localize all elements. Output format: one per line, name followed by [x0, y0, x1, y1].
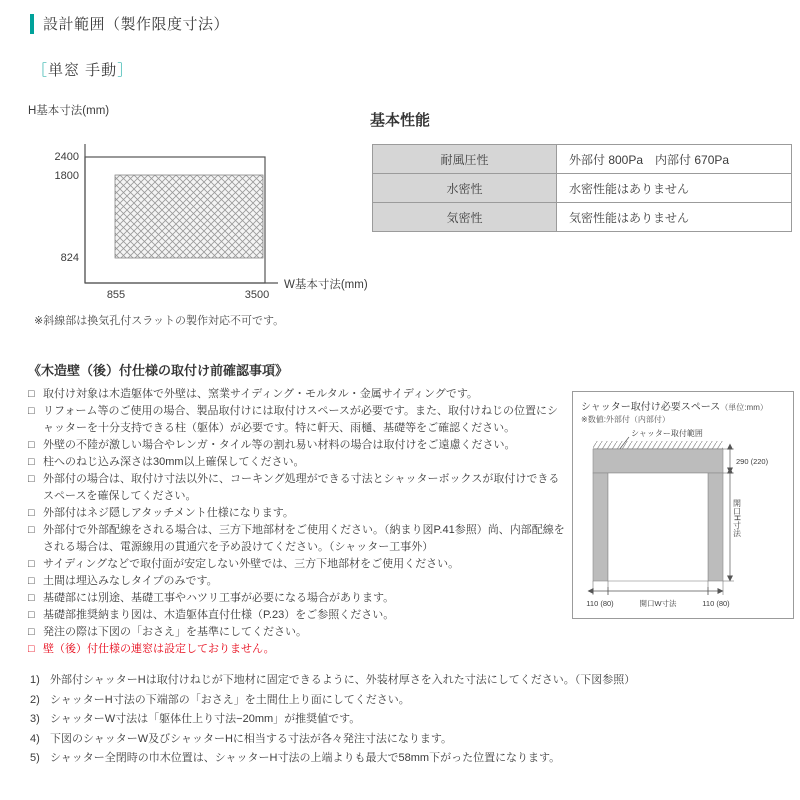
- checklist-item-text: 外部付はネジ隠しアタッチメント仕様になります。: [43, 507, 294, 519]
- subtitle-open-bracket: ［: [32, 62, 49, 79]
- space-diagram-note: ※数値:外部付（内部付）: [581, 415, 670, 424]
- list-item: [30, 691, 775, 711]
- list-item: [28, 437, 568, 454]
- footnote-number: 4): [30, 732, 40, 745]
- footnote-text: シャッターW寸法は「躯体仕上り寸法−20mm」が推奨値です。: [50, 713, 361, 725]
- footnote-text: シャッターH寸法の下端部の「おさえ」を土間仕上り面にしてください。: [50, 693, 410, 706]
- checkbox-glyph: □: [28, 507, 35, 519]
- list-item: [28, 607, 568, 624]
- footnote-number: 3): [30, 713, 40, 725]
- pre-install-checklist: [28, 360, 568, 658]
- checklist-item-text: サイディングなどで取付面が安定しない外壁では、三方下地部材をご使用ください。: [43, 558, 460, 570]
- list-item: [28, 471, 568, 505]
- chart-ytick-2400: 2400: [54, 151, 79, 163]
- footnote-text: シャッター全閉時の巾木位置は、シャッターH寸法の上端よりも最大で58mm下がった位置になります。: [50, 752, 561, 764]
- list-item: [28, 573, 568, 590]
- list-item: [28, 454, 568, 471]
- list-item: [28, 522, 568, 556]
- footnote-text: 外部付シャッターHは取付けねじが下地材に固定できるように、外装材厚さを入れた寸法にしてください。（下図参照）: [50, 674, 636, 686]
- chart-ytick-1800: 1800: [54, 170, 79, 182]
- opening-h-label: 開口H寸法: [732, 499, 742, 537]
- list-item: [30, 710, 775, 730]
- table-row: [373, 174, 792, 203]
- footnote-text: 下図のシャッターW及びシャッターHに相当する寸法が各々発注寸法になります。: [50, 732, 453, 745]
- mounting-space-diagram-box: [572, 391, 794, 619]
- checklist-item-text: 柱へのねじ込み深さは30mm以上確保してください。: [43, 456, 305, 468]
- list-item: [28, 624, 568, 641]
- mounting-leg-left: [593, 473, 608, 581]
- wall-opening: [608, 473, 708, 581]
- dim-text-110-right: 110 (80): [702, 599, 730, 608]
- performance-heading: 基本性能: [370, 112, 431, 129]
- opening-w-label: 開口W寸法: [639, 599, 677, 608]
- chart-hatch-note: ※斜線部は換気孔付スラットの製作対応不可です。: [34, 315, 285, 327]
- chart-xtick-855: 855: [106, 289, 126, 301]
- shutter-range-label: シャッター取付範囲: [631, 429, 703, 438]
- list-item: [28, 556, 568, 573]
- subtitle-text: 単窓 手動: [48, 62, 118, 79]
- space-diagram-title: シャッター取付け必要スペース: [581, 402, 721, 413]
- checkbox-glyph: □: [28, 592, 35, 604]
- list-item: [30, 671, 775, 691]
- chart-xtick-3500: 3500: [244, 289, 270, 301]
- footnote-number: 1): [30, 674, 40, 686]
- mounting-space-diagram: [581, 427, 787, 615]
- list-item: [28, 386, 568, 403]
- checklist-item-text: 基礎部には別途、基礎工事やハツリ工事が必要になる場合があります。: [43, 592, 395, 604]
- perf-label-water: 水密性: [373, 174, 557, 203]
- checkbox-glyph: □: [28, 388, 35, 400]
- subtitle-close-bracket: ］: [117, 62, 134, 79]
- checklist-item-text: 基礎部推奨納まり図は、木造躯体直付仕様（P.23）をご参照ください。: [43, 609, 395, 621]
- checkbox-glyph: □: [28, 558, 35, 570]
- checklist-heading: 《木造壁（後）付仕様の取付け前確認事項》: [28, 363, 289, 378]
- checkbox-glyph: □: [28, 609, 35, 621]
- title-accent-bar: [30, 14, 34, 34]
- checkbox-glyph: □: [28, 643, 35, 655]
- checklist-item-text: 壁（後）付仕様の連窓は設定しておりません。: [43, 643, 275, 655]
- checklist-item-text: リフォーム等のご使用の場合、製品取付けには取付けスペースが必要です。また、取付けねじの位置にシャッターを十分支持できる柱（躯体）が必要です。特に軒天、雨樋、基礎等をご確認ください。: [43, 405, 559, 434]
- checkbox-glyph: □: [28, 405, 35, 417]
- list-item: [28, 403, 568, 437]
- chart-hatched-region: [115, 175, 263, 258]
- perf-label-air: 気密性: [373, 203, 557, 232]
- performance-table: [372, 144, 792, 232]
- dim-text-110-left: 110 (80): [586, 599, 614, 608]
- structure-hatch: [593, 441, 723, 449]
- perf-value-air: 気密性能はありません: [557, 203, 792, 232]
- chart-ytick-824: 824: [60, 252, 79, 264]
- checklist-item-text: 土間は埋込みなしタイプのみです。: [43, 575, 218, 587]
- space-diagram-unit: （単位:mm）: [720, 403, 768, 412]
- dimension-range-chart: [22, 98, 378, 310]
- mounting-band-top: [593, 449, 723, 473]
- checkbox-glyph: □: [28, 439, 35, 451]
- checkbox-glyph: □: [28, 626, 35, 638]
- perf-label-wind: 耐風圧性: [373, 145, 557, 174]
- list-item: [28, 505, 568, 522]
- page-title-block: [30, 13, 229, 34]
- chart-x-axis-label: W基本寸法(mm): [284, 279, 368, 291]
- perf-value-water: 水密性能はありません: [557, 174, 792, 203]
- checklist-item-text: 外部付の場合は、取付け寸法以外に、コーキング処理ができる寸法とシャッターボックスが取付けできるスペースを確保してください。: [43, 473, 560, 502]
- checkbox-glyph: □: [28, 456, 35, 468]
- footnote-number: 5): [30, 752, 40, 764]
- perf-value-wind: 外部付 800Pa 内部付 670Pa: [557, 145, 792, 174]
- list-item: [28, 590, 568, 607]
- checklist-item-text: 発注の際は下図の「おさえ」を基準にしてください。: [43, 626, 307, 638]
- dim-text-290: 290 (220): [736, 457, 769, 466]
- checkbox-glyph: □: [28, 524, 35, 536]
- list-item: [30, 749, 775, 769]
- footnote-number: 2): [30, 693, 40, 706]
- table-row: [373, 145, 792, 174]
- checklist-item-text: 外壁の不陸が激しい場合やレンガ・タイル等の割れ易い材料の場合は取付けをご遠慮ください。: [43, 439, 516, 451]
- table-row: [373, 203, 792, 232]
- checklist-item-text: 外部付で外部配線をされる場合は、三方下地部材をご使用ください。（納まり図P.41参照）尚、内部配線をされる場合は、電源線用の貫通穴を予め設けてください。（シャッター工事外）: [43, 524, 565, 553]
- footnotes: [30, 671, 775, 769]
- list-item: [30, 730, 775, 750]
- mounting-leg-right: [708, 473, 723, 581]
- list-item-warning: [28, 641, 568, 658]
- page-title: 設計範囲（製作限度寸法）: [43, 16, 230, 33]
- checkbox-glyph: □: [28, 473, 35, 485]
- chart-y-axis-label: H基本寸法(mm): [28, 105, 110, 117]
- page-subtitle: [32, 59, 133, 80]
- checkbox-glyph: □: [28, 575, 35, 587]
- checklist-item-text: 取付け対象は木造躯体で外壁は、窯業サイディング・モルタル・金属サイディングです。: [43, 388, 478, 400]
- space-diagram-title-row: [581, 398, 791, 413]
